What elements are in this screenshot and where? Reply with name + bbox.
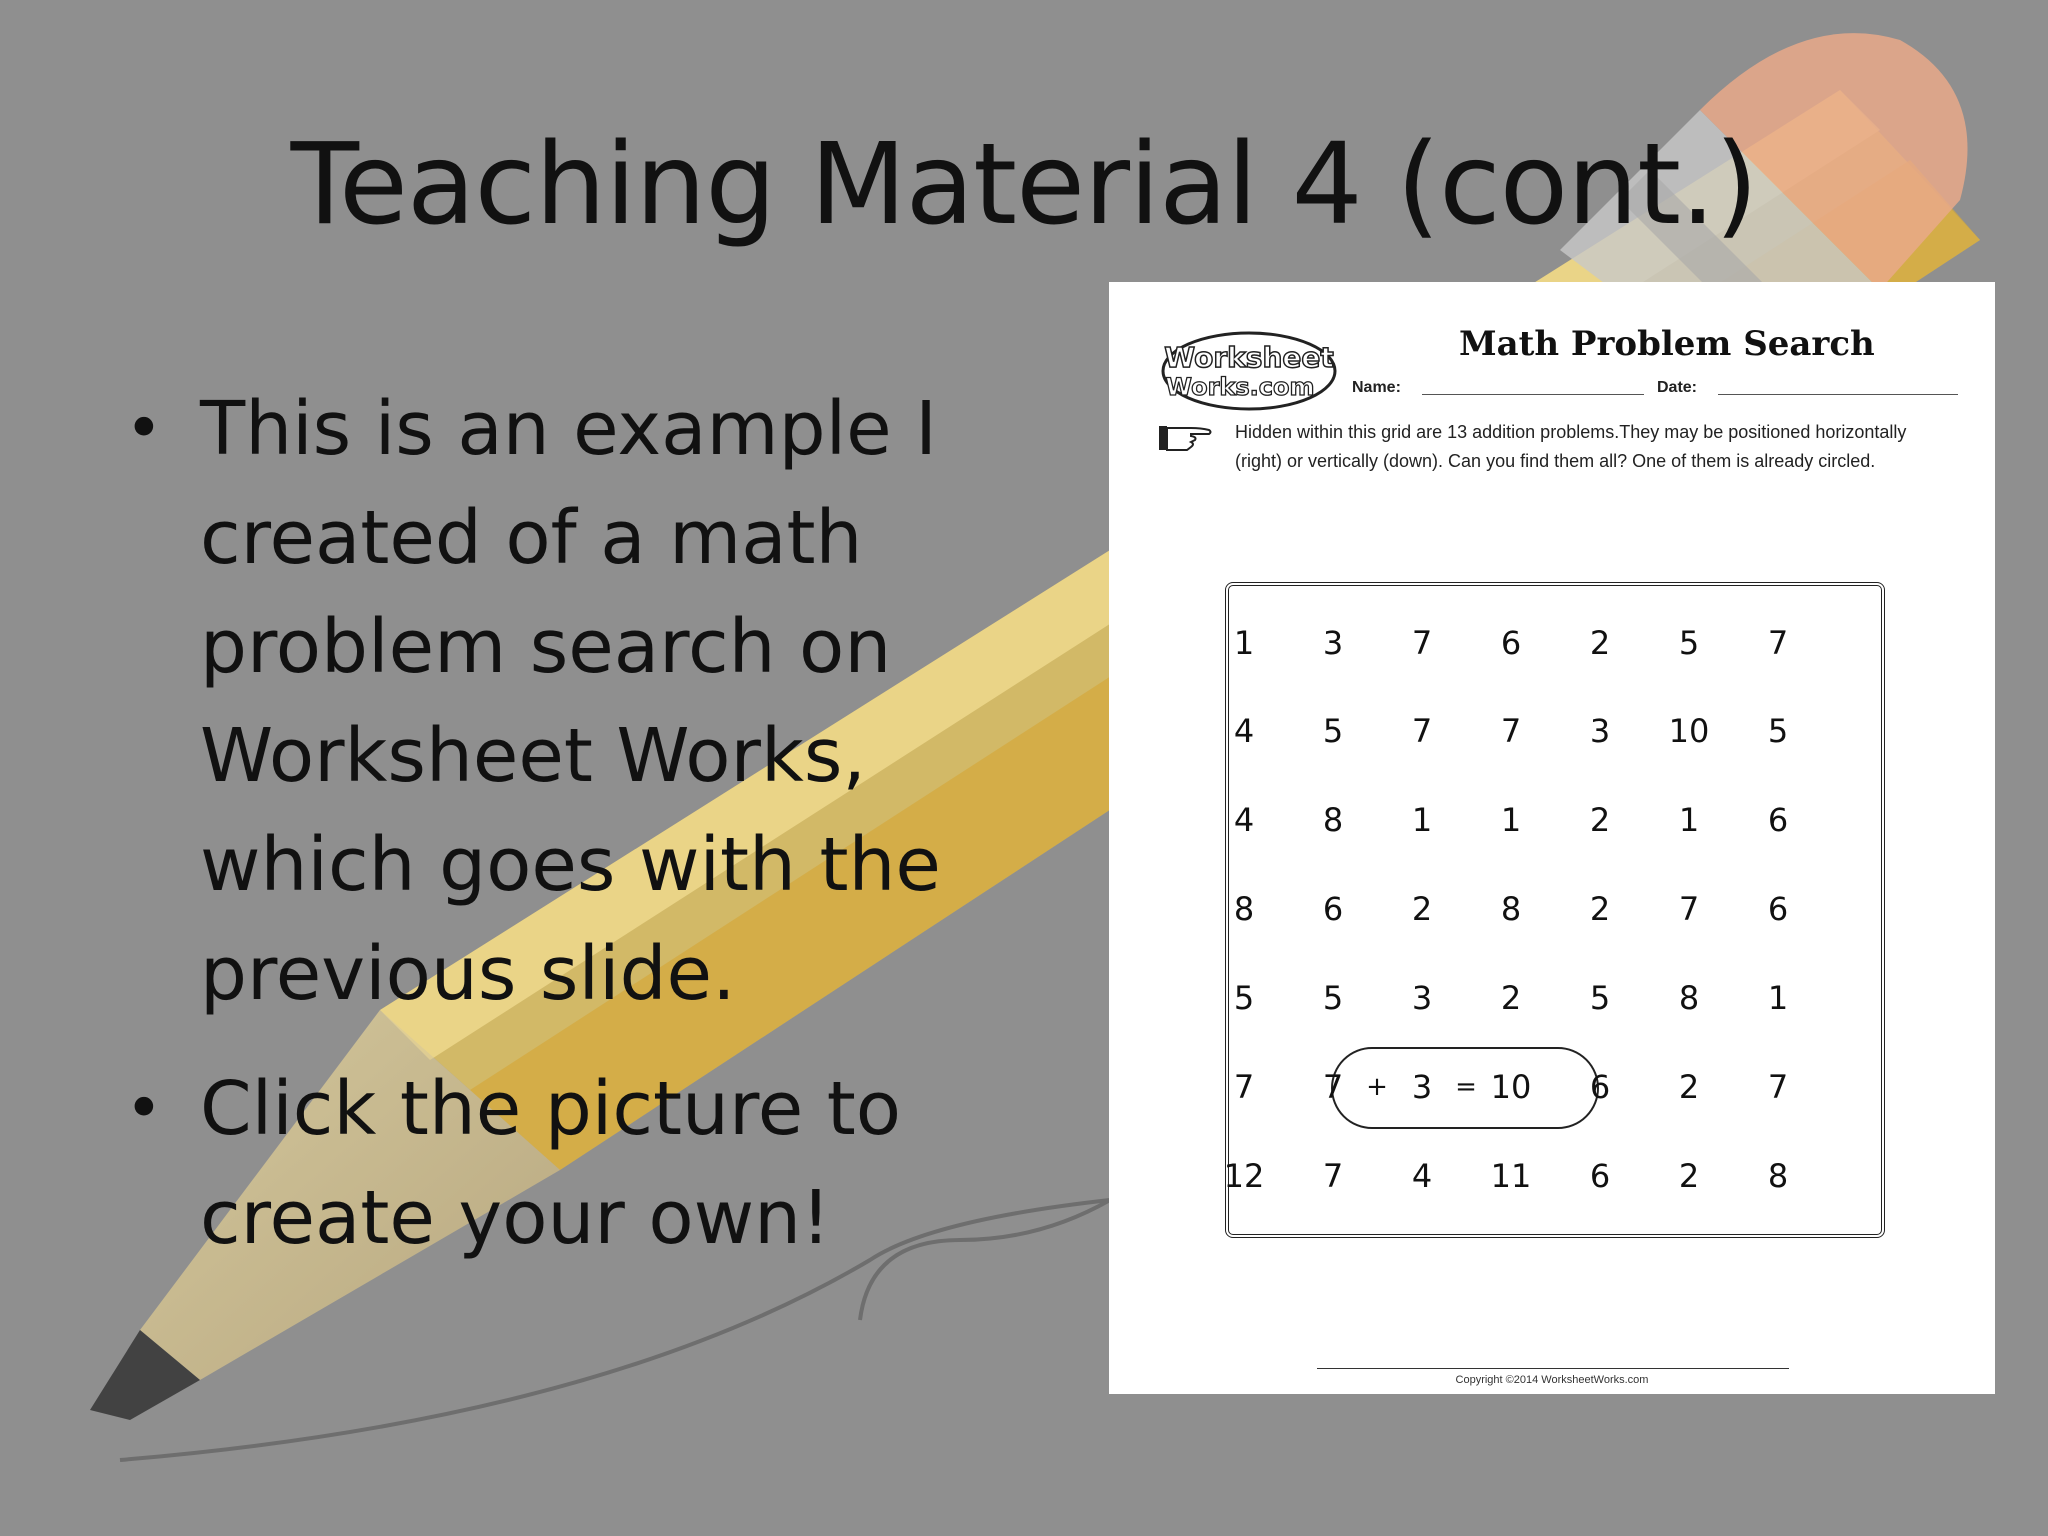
grid-cell: 12 — [1223, 1157, 1265, 1195]
grid-cell: 7 — [1767, 624, 1789, 662]
grid-cell: 2 — [1500, 979, 1522, 1017]
grid-cell: 7 — [1678, 890, 1700, 928]
grid-cell: 7 — [1411, 624, 1433, 662]
grid-cell: 4 — [1411, 1157, 1433, 1195]
grid-cell: 6 — [1322, 890, 1344, 928]
grid-cell: 8 — [1678, 979, 1700, 1017]
grid-cell: 3 — [1589, 712, 1611, 750]
grid-cell: 1 — [1500, 801, 1522, 839]
grid-cell: 8 — [1322, 801, 1344, 839]
bullet-dot: • — [125, 392, 163, 466]
name-line — [1422, 394, 1644, 395]
bullet-item — [120, 1055, 980, 1273]
grid-cell: 5 — [1678, 624, 1700, 662]
grid-cell: 6 — [1767, 890, 1789, 928]
plus-sign: + — [1366, 1072, 1388, 1102]
bullet-text: This is an example I created of a math problem search on Worksheet Works, which goes with the previous slide. — [200, 386, 941, 1017]
grid-cell: 7 — [1322, 1068, 1344, 1106]
grid-cell: 3 — [1322, 624, 1344, 662]
footer-line — [1317, 1368, 1789, 1369]
grid-cell: 3 — [1411, 1068, 1433, 1106]
slide-title: Teaching Material 4 (cont.) — [290, 120, 1758, 250]
bullet-dot: • — [125, 1072, 163, 1146]
date-line — [1718, 394, 1958, 395]
date-label: Date: — [1657, 379, 1698, 396]
grid-cell: 2 — [1411, 890, 1433, 928]
grid-cell: 6 — [1767, 801, 1789, 839]
grid-cell: 8 — [1767, 1157, 1789, 1195]
logo-line1: Worksheet — [1164, 341, 1334, 374]
grid-cell: 5 — [1589, 979, 1611, 1017]
grid-cell: 1 — [1678, 801, 1700, 839]
grid-cell: 5 — [1322, 979, 1344, 1017]
bullet-text: Click the picture to create your own! — [200, 1066, 902, 1261]
grid-cell: 7 — [1411, 712, 1433, 750]
grid-cell: 10 — [1668, 712, 1710, 750]
instructions-text: Hidden within this grid are 13 addition problems.They may be positioned horizontally (right) or vertically (down). Can you find them all? One of them is already circled. — [1235, 422, 1907, 471]
grid-cell: 7 — [1233, 1068, 1255, 1106]
grid-cell: 4 — [1233, 712, 1255, 750]
grid-cell: 7 — [1500, 712, 1522, 750]
grid-cell: 2 — [1589, 801, 1611, 839]
grid-cell: 1 — [1411, 801, 1433, 839]
grid-cell: 8 — [1233, 890, 1255, 928]
name-label: Name: — [1352, 379, 1401, 396]
worksheet-picture-link[interactable] — [1109, 282, 1995, 1394]
grid-cell: 7 — [1767, 1068, 1789, 1106]
equals-sign: = — [1455, 1072, 1477, 1102]
grid-cell: 6 — [1589, 1068, 1611, 1106]
grid-cell: 5 — [1322, 712, 1344, 750]
grid-cell: 2 — [1678, 1068, 1700, 1106]
grid-cell: 8 — [1500, 890, 1522, 928]
worksheet-works-logo — [1160, 330, 1338, 412]
grid-cell: 1 — [1233, 624, 1255, 662]
grid-cell: 6 — [1500, 624, 1522, 662]
grid-cell: 7 — [1322, 1157, 1344, 1195]
grid-cell: 3 — [1411, 979, 1433, 1017]
bullet-list — [120, 375, 980, 1299]
grid-cell: 2 — [1589, 890, 1611, 928]
grid-cell: 10 — [1490, 1068, 1532, 1106]
bullet-item — [120, 375, 980, 1029]
copyright-text: Copyright ©2014 WorksheetWorks.com — [1455, 1374, 1649, 1386]
grid-cell: 5 — [1767, 712, 1789, 750]
grid-cell: 6 — [1589, 1157, 1611, 1195]
grid-cell: 5 — [1233, 979, 1255, 1017]
logo-line2: Works.com — [1165, 373, 1315, 401]
pointing-hand-icon — [1157, 420, 1213, 456]
grid-cell: 4 — [1233, 801, 1255, 839]
grid-cell: 2 — [1678, 1157, 1700, 1195]
grid-cell: 1 — [1767, 979, 1789, 1017]
grid-cell: 11 — [1490, 1157, 1532, 1195]
worksheet-title: Math Problem Search — [1459, 324, 1875, 364]
grid-cell: 2 — [1589, 624, 1611, 662]
